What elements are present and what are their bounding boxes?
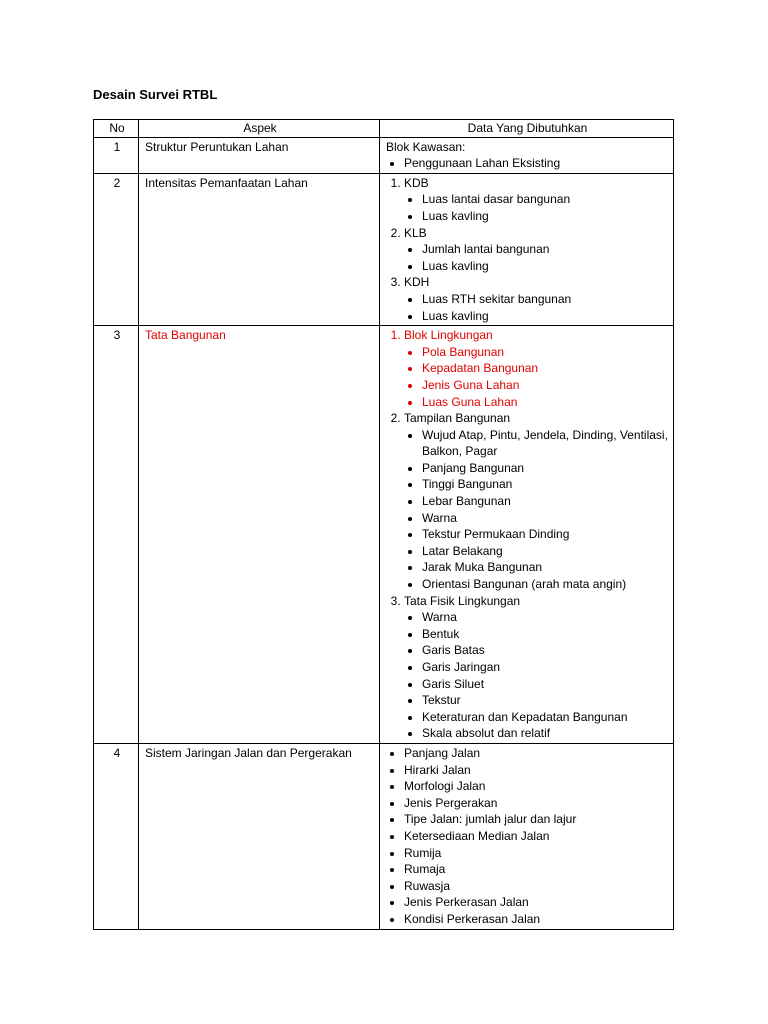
list-item: • Jenis Pergerakan (404, 795, 669, 812)
list-item: • Penggunaan Lahan Eksisting (404, 155, 669, 172)
row-aspek: Sistem Jaringan Jalan dan Pergerakan (139, 743, 380, 929)
list-item: • Ketersediaan Median Jalan (404, 828, 669, 845)
list-item: • Luas kavling (422, 208, 669, 225)
table-header-row (94, 120, 674, 138)
list-item: • Luas kavling (422, 258, 669, 275)
data-bullet-list (404, 427, 669, 593)
row-number: 2 (94, 173, 139, 325)
list-item (404, 225, 669, 275)
list-item: • Luas RTH sekitar bangunan (422, 291, 669, 308)
row-aspek: Tata Bangunan (139, 326, 380, 744)
list-item: • Tipe Jalan: jumlah jalur dan lajur (404, 811, 669, 828)
header-no: No (94, 120, 139, 138)
table-row (94, 743, 674, 929)
list-item: • Luas kavling (422, 308, 669, 325)
data-bullet-list (404, 344, 669, 410)
row-number: 3 (94, 326, 139, 744)
list-item: • Hirarki Jalan (404, 762, 669, 779)
data-bullet-list (404, 191, 669, 224)
list-item: • Tekstur (422, 692, 669, 709)
document-title: Desain Survei RTBL (93, 87, 218, 102)
table-row (94, 137, 674, 173)
group-label: KLB (404, 225, 427, 240)
list-item: • Warna (422, 609, 669, 626)
list-item: • Orientasi Bangunan (arah mata angin) (422, 576, 669, 593)
list-item: • Ruwasja (404, 878, 669, 895)
group-label: Tata Fisik Lingkungan (404, 593, 521, 608)
header-aspek: Aspek (139, 120, 380, 138)
list-item: • Panjang Bangunan (422, 460, 669, 477)
list-item: • Jenis Perkerasan Jalan (404, 894, 669, 911)
list-item: • Rumija (404, 845, 669, 862)
list-item: • Garis Jaringan (422, 659, 669, 676)
row-number: 1 (94, 137, 139, 173)
list-item: • Rumaja (404, 861, 669, 878)
list-item: • Luas Guna Lahan (422, 394, 669, 411)
list-item (404, 175, 669, 225)
list-item: • Morfologi Jalan (404, 778, 669, 795)
list-item: • Garis Siluet (422, 676, 669, 693)
data-bullet-list (386, 155, 669, 172)
list-item: • Tinggi Bangunan (422, 476, 669, 493)
group-label: KDH (404, 275, 430, 290)
list-item (404, 274, 669, 324)
list-item: • Tekstur Permukaan Dinding (422, 526, 669, 543)
list-item: • Luas lantai dasar bangunan (422, 191, 669, 208)
row-data (380, 137, 674, 173)
table-row (94, 173, 674, 325)
table-row (94, 326, 674, 744)
data-numbered-list (386, 327, 669, 742)
list-item: • Wujud Atap, Pintu, Jendela, Dinding, Ventilasi, Balkon, Pagar (422, 427, 669, 460)
list-item (404, 593, 669, 742)
list-item: • Keteraturan dan Kepadatan Bangunan (422, 709, 669, 726)
data-bullet-list (404, 241, 669, 274)
list-item: • Jumlah lantai bangunan (422, 241, 669, 258)
row-data (380, 326, 674, 744)
data-numbered-list (386, 175, 669, 324)
row-data (380, 173, 674, 325)
data-intro: Blok Kawasan: (386, 139, 466, 154)
list-item (404, 410, 669, 593)
row-aspek: Intensitas Pemanfaatan Lahan (139, 173, 380, 325)
data-bullet-list (404, 291, 669, 324)
list-item: • Pola Bangunan (422, 344, 669, 361)
list-item: • Kondisi Perkerasan Jalan (404, 911, 669, 928)
row-number: 4 (94, 743, 139, 929)
list-item (404, 327, 669, 410)
list-item: • Garis Batas (422, 642, 669, 659)
list-item: • Skala absolut dan relatif (422, 725, 669, 742)
survey-table (93, 119, 674, 930)
list-item: • Jenis Guna Lahan (422, 377, 669, 394)
header-data: Data Yang Dibutuhkan (380, 120, 674, 138)
data-bullet-list (404, 609, 669, 742)
list-item: • Kepadatan Bangunan (422, 360, 669, 377)
row-aspek: Struktur Peruntukan Lahan (139, 137, 380, 173)
list-item: • Warna (422, 510, 669, 527)
group-label: KDB (404, 175, 429, 190)
list-item: • Panjang Jalan (404, 745, 669, 762)
list-item: • Jarak Muka Bangunan (422, 559, 669, 576)
data-bullet-list (386, 745, 669, 928)
row-data (380, 743, 674, 929)
list-item: • Lebar Bangunan (422, 493, 669, 510)
group-label: Tampilan Bangunan (404, 411, 511, 426)
list-item: • Latar Belakang (422, 543, 669, 560)
group-label: Blok Lingkungan (404, 328, 493, 343)
list-item: • Bentuk (422, 626, 669, 643)
